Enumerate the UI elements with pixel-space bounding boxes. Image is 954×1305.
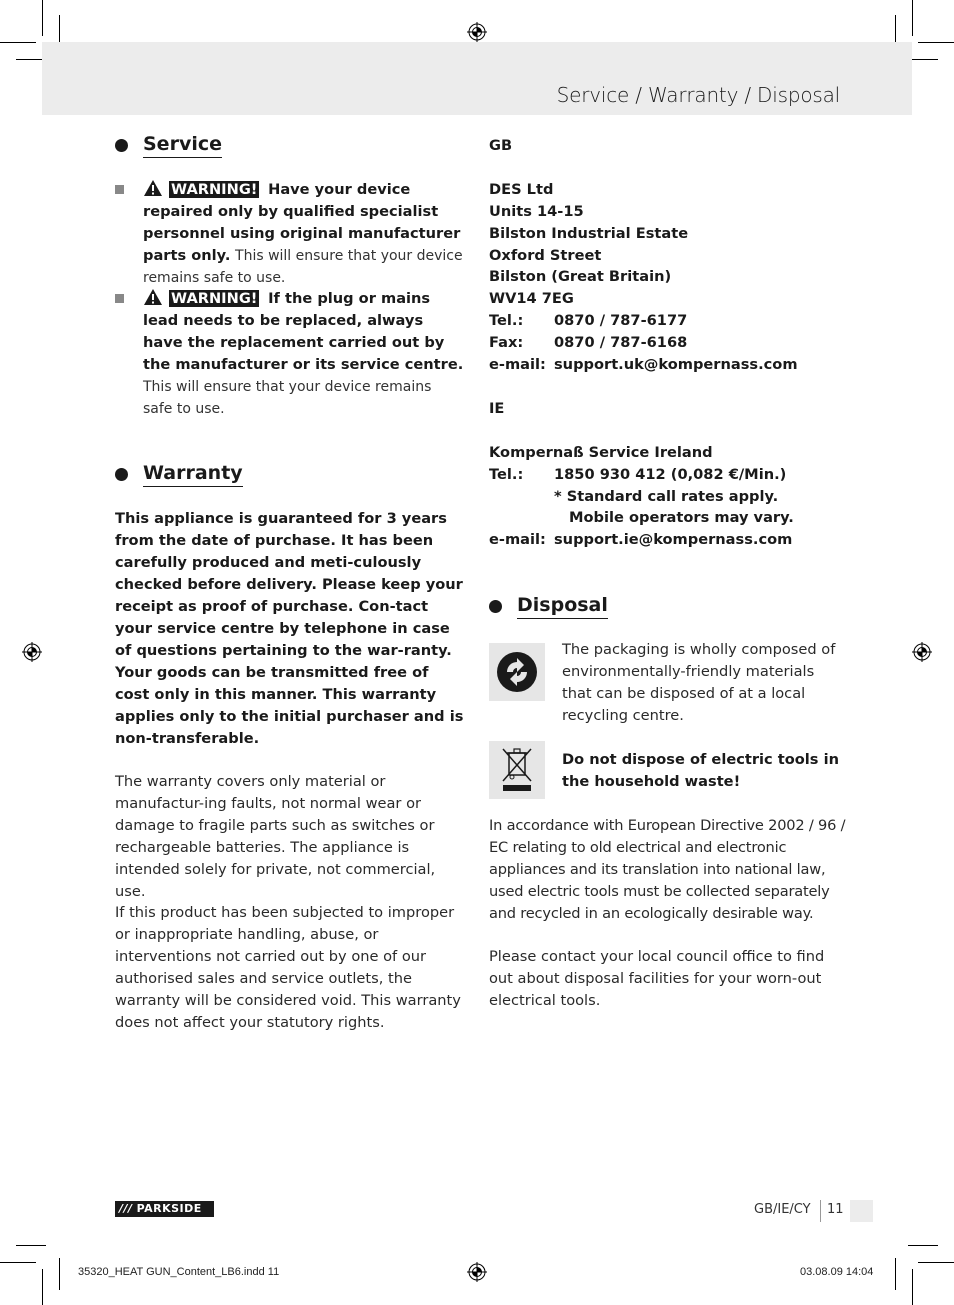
crop-mark <box>42 0 43 36</box>
registration-mark-icon <box>22 642 42 662</box>
address-line: Bilston Industrial Estate <box>489 224 689 242</box>
crop-mark <box>908 1245 938 1246</box>
warning-bold-text: Have your device repaired only by qualified specialist personnel using original manufacturer parts only. <box>143 181 461 264</box>
page-title: Service / Warranty / Disposal <box>556 83 840 107</box>
phone-row: Tel.: 1850 930 412 (0,082 €/Min.) <box>489 465 787 483</box>
warranty-paragraph: If this product has been subjected to improper or inappropriate handling, abuse, or interventions not carried out by one of our authorised sales and service outlets, the warranty will be considered void. This warranty does not affect your statutory rights. <box>115 904 461 1031</box>
crop-mark <box>42 1269 43 1305</box>
warning-label: WARNING! <box>171 181 258 198</box>
bullet-dot-icon <box>115 139 128 152</box>
warning-normal-text: This will ensure that your device remains safe to use. <box>143 248 463 286</box>
crop-mark <box>918 42 954 43</box>
email-row: e-mail: support.ie@kompernass.com <box>489 531 793 549</box>
page-number: 11 <box>827 1202 844 1217</box>
country-code: IE <box>489 399 505 417</box>
council-contact-text: Please contact your local council office to find out about disposal facilities for your worn-out electrical tools. <box>489 948 825 1009</box>
email-link[interactable]: support.ie@kompernass.com <box>554 531 793 549</box>
green-dot-recycling-icon <box>489 643 545 701</box>
address-line: Bilston (Great Britain) <box>489 268 672 286</box>
crop-mark <box>908 59 938 60</box>
service-warning-item <box>115 288 465 420</box>
directive-text: In accordance with European Directive 2002 / 96 / EC relating to old electrical and electronic appliances and its translation into national law, used electric tools must be collected separately and recycled in an ecologically desirable way. <box>489 817 846 922</box>
fax-row: Fax: 0870 / 787-6168 <box>489 334 688 352</box>
address-line: Units 14-15 <box>489 202 584 220</box>
packaging-text: The packaging is wholly composed of environmentally-friendly materials that can be disposed of at a local recycling centre. <box>562 641 836 724</box>
contact-gb <box>489 135 798 551</box>
crop-mark <box>16 1245 46 1246</box>
service-warning-item <box>115 179 465 289</box>
bullet-dot-icon <box>489 600 502 613</box>
country-code: GB <box>489 137 513 154</box>
print-slug-file: 35320_HEAT GUN_Content_LB6.indd 11 <box>78 1266 280 1278</box>
registration-mark-icon <box>467 1262 487 1282</box>
phone-row: Tel.: 0870 / 787-6177 <box>489 312 688 330</box>
rate-note: * Standard call rates apply. <box>554 487 779 505</box>
crop-mark <box>0 1262 36 1263</box>
weee-warning-text: Do not dispose of electric tools in the household waste! <box>562 751 839 790</box>
warning-normal-text: This will ensure that your device remains safe to use. <box>143 379 432 417</box>
rate-note: Mobile operators may vary. <box>569 509 794 527</box>
print-slug-date: 03.08.09 14:04 <box>800 1266 874 1278</box>
company-name: Kompernaß Service Ireland <box>489 443 713 461</box>
warranty-bold-paragraph: This appliance is guaranteed for 3 years from the date of purchase. It has been carefully produced and meti-culously checked before delivery. Please keep your receipt as proof of purchase. Con-tact your service centre by telephone in case of questions pertaining to the war-ranty. Your goods can be transmitted free of cost only in this manner. This warranty applies only to the initial purchaser and is non-transferable. <box>115 510 464 747</box>
warning-label: WARNING! <box>171 290 258 307</box>
disposal-heading: Disposal <box>489 593 608 619</box>
crop-mark <box>912 0 913 36</box>
divider <box>820 1200 821 1222</box>
address-line: Oxford Street <box>489 246 602 264</box>
square-bullet-icon <box>115 185 124 194</box>
crop-mark <box>59 1258 60 1290</box>
crop-mark <box>918 1262 954 1263</box>
crop-mark <box>912 1269 913 1305</box>
registration-mark-icon <box>912 642 932 662</box>
crop-mark <box>0 42 36 43</box>
page-tab <box>850 1200 873 1222</box>
registration-mark-icon <box>467 22 487 42</box>
warning-triangle-icon <box>143 179 163 197</box>
parkside-logo: /// PARKSIDE <box>115 1201 214 1217</box>
email-link[interactable]: support.uk@kompernass.com <box>554 356 798 374</box>
warning-bold-text: If the plug or mains lead needs to be replaced, always have the replacement carried out by the manufacturer or its service centre. <box>143 290 464 373</box>
square-bullet-icon <box>115 294 124 303</box>
crop-mark <box>895 1258 896 1290</box>
warning-triangle-icon <box>143 288 163 306</box>
warranty-heading: Warranty <box>115 461 243 487</box>
company-name: DES Ltd <box>489 180 554 198</box>
warranty-paragraph: The warranty covers only material or manufactur-ing faults, not normal wear or damage to fragile parts such as switches or rechargeable batteries. The appliance is intended solely for private, not commercial, use. <box>115 773 436 900</box>
service-heading: Service <box>115 132 222 158</box>
email-row: e-mail: support.uk@kompernass.com <box>489 356 798 374</box>
country-codes: GB/IE/CY <box>754 1202 811 1217</box>
bullet-dot-icon <box>115 468 128 481</box>
crossed-out-bin-icon <box>489 741 545 799</box>
address-line: WV14 7EG <box>489 290 574 308</box>
